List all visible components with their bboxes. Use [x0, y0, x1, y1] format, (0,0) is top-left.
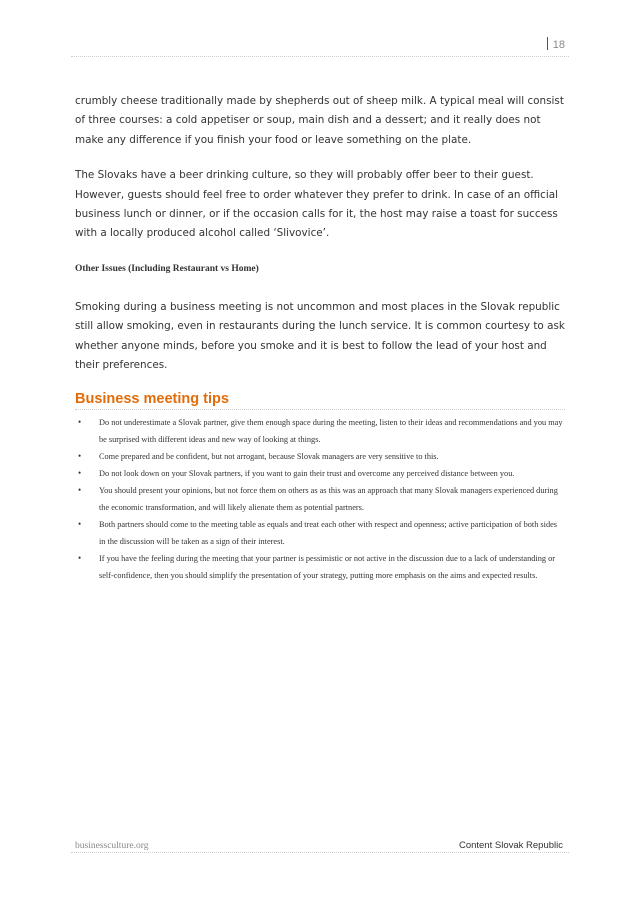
- tips-list: [75, 414, 565, 584]
- section-title: Business meeting tips: [75, 391, 229, 408]
- footer-website: businessculture.org: [75, 841, 149, 851]
- page-number: [547, 37, 565, 51]
- section-divider: [75, 409, 565, 410]
- body-paragraph-2: The Slovaks have a beer drinking culture, so they will probably offer beer to their guest. However, guests should feel free to order whatever they prefer to drink. In case of an official business lunch or dinner, or if the occasion calls for it, the host may raise a toast for success with a locally produced alcohol called ‘Slivovice’.: [75, 169, 559, 240]
- footer-divider: [71, 852, 569, 853]
- page-content: [75, 92, 565, 584]
- list-item: [75, 516, 565, 550]
- tip-text: Do not look down on your Slovak partners, if you want to gain their trust and overcome any perceived distance between you.: [99, 469, 515, 479]
- bullet-icon: •: [78, 417, 82, 428]
- list-item: [75, 414, 565, 448]
- list-item: [75, 465, 565, 482]
- body-paragraph-1: crumbly cheese traditionally made by shepherds out of sheep milk. A typical meal will consist of three courses: a cold appetiser or soup, main dish and a dessert; and it really does not make any difference if you finish your food or leave something on the plate.: [75, 95, 564, 146]
- bullet-icon: •: [78, 519, 82, 530]
- subheading-other-issues: Other Issues (Including Restaurant vs Home): [75, 263, 259, 274]
- bullet-icon: •: [78, 468, 82, 479]
- bullet-icon: •: [78, 485, 82, 496]
- tip-text: If you have the feeling during the meeting that your partner is pessimistic or not active in the discussion due to a lack of understanding or self-confidence, then you should simplify the presentation of your strategy, putting more emphasis on the aims and expected results.: [99, 554, 555, 581]
- page-number-text: 18: [552, 39, 565, 51]
- body-paragraph-3: Smoking during a business meeting is not uncommon and most places in the Slovak republic still allow smoking, even in restaurants during the lunch service. It is common courtesy to ask whether anyone minds, before you smoke and it is best to follow the lead of your host and their preferences.: [75, 300, 565, 372]
- tip-text: You should present your opinions, but not force them on others as as this was an approach that many Slovak managers experienced during the economic transformation, and will likely alienate them as potential partners.: [99, 486, 558, 513]
- tip-text: Do not underestimate a Slovak partner, give them enough space during the meeting, listen to their ideas and recommendations and you may be surprised with different ideas and new way of looking at things.: [99, 418, 563, 445]
- footer-title: Content Slovak Republic: [458, 840, 563, 851]
- tip-text: Come prepared and be confident, but not arrogant, because Slovak managers are very sensitive to this.: [99, 452, 439, 462]
- bullet-icon: •: [78, 451, 82, 462]
- header-divider: [71, 56, 569, 57]
- list-item: [75, 482, 565, 516]
- list-item: [75, 550, 565, 584]
- tip-text: Both partners should come to the meeting table as equals and treat each other with respect and openness; active participation of both sides in the discussion will be taken as a sign of their interest.: [99, 520, 558, 547]
- page-number-divider: [547, 37, 548, 50]
- bullet-icon: •: [78, 553, 82, 564]
- list-item: [75, 448, 565, 465]
